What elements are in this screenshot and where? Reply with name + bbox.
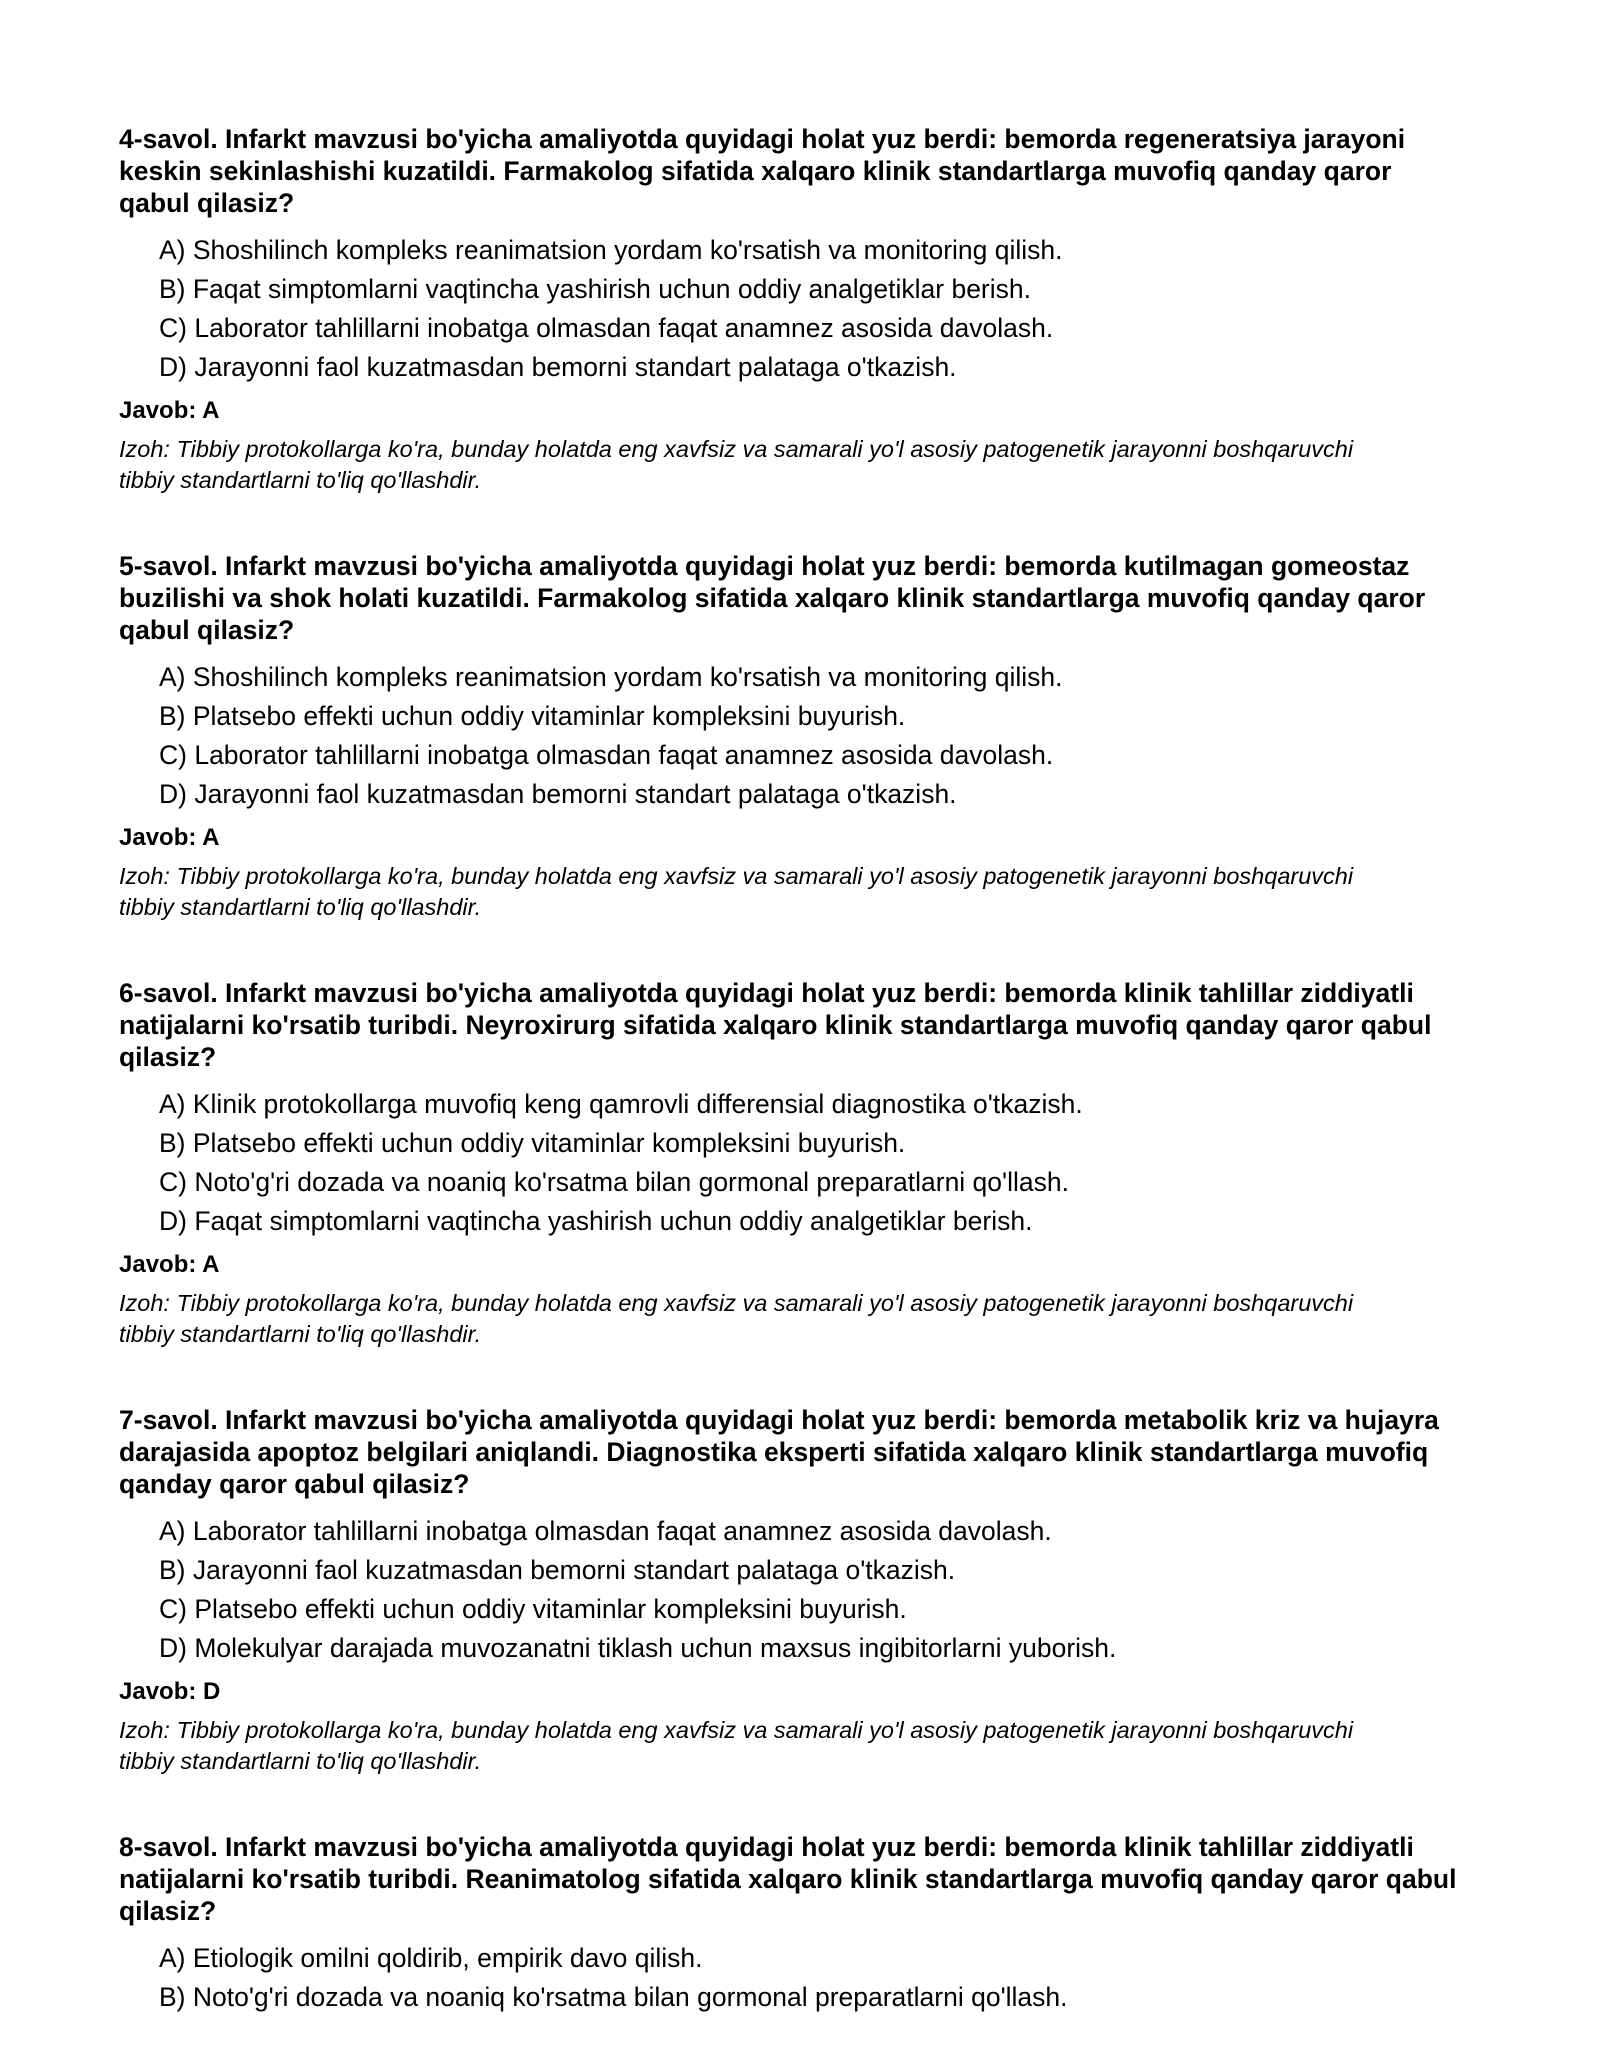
option-c: C) Laborator tahlillarni inobatga olmasdan faqat anamnez asosida davolash. <box>159 740 1054 770</box>
question-5 <box>119 550 1459 923</box>
question-7 <box>119 1404 1459 1777</box>
question-text: 5-savol. Infarkt mavzusi bo'yicha amaliyotda quyidagi holat yuz berdi: bemorda kutilmagan gomeostaz buzilishi va shok holati kuzatildi. Farmakolog sifatida xalqaro klinik standartlarga muvofiq qanday qaror qabul qilasiz? <box>119 551 1426 645</box>
option-d: D) Molekulyar darajada muvozanatni tiklash uchun maxsus ingibitorlarni yuborish. <box>159 1633 1117 1663</box>
option-d: D) Faqat simptomlarni vaqtincha yashirish uchun oddiy analgetiklar berish. <box>159 1206 1033 1236</box>
option-a: A) Klinik protokollarga muvofiq keng qamrovli differensial diagnostika o'tkazish. <box>159 1089 1083 1119</box>
option-d: D) Jarayonni faol kuzatmasdan bemorni standart palataga o'tkazish. <box>159 352 957 382</box>
answer-label: Javob: A <box>119 397 220 424</box>
explanation-text: Izoh: Tibbiy protokollarga ko'ra, bunday holatda eng xavfsiz va samarali yo'l asosiy patogenetik jarayonni boshqaruvchi tibbiy standartlarni to'liq qo'llashdir. <box>119 1290 1354 1347</box>
option-c: C) Laborator tahlillarni inobatga olmasdan faqat anamnez asosida davolash. <box>159 313 1054 343</box>
question-6 <box>119 977 1459 1350</box>
explanation-text: Izoh: Tibbiy protokollarga ko'ra, bunday holatda eng xavfsiz va samarali yo'l asosiy patogenetik jarayonni boshqaruvchi tibbiy standartlarni to'liq qo'llashdir. <box>119 863 1354 920</box>
option-a: A) Laborator tahlillarni inobatga olmasdan faqat anamnez asosida davolash. <box>159 1516 1052 1546</box>
options-list <box>159 1939 1459 2017</box>
option-b: B) Platsebo effekti uchun oddiy vitaminlar kompleksini buyurish. <box>159 701 906 731</box>
question-text: 6-savol. Infarkt mavzusi bo'yicha amaliyotda quyidagi holat yuz berdi: bemorda klinik tahlillar ziddiyatli natijalarni ko'rsatib turibdi. Neyroxirurg sifatida xalqaro klinik standartlarga muvofiq qanday qaror qabul qilasiz? <box>119 978 1432 1072</box>
explanation-text: Izoh: Tibbiy protokollarga ko'ra, bunday holatda eng xavfsiz va samarali yo'l asosiy patogenetik jarayonni boshqaruvchi tibbiy standartlarni to'liq qo'llashdir. <box>119 436 1354 493</box>
option-b: B) Noto'g'ri dozada va noaniq ko'rsatma bilan gormonal preparatlarni qo'llash. <box>159 1982 1068 2012</box>
option-b: B) Jarayonni faol kuzatmasdan bemorni standart palataga o'tkazish. <box>159 1555 956 1585</box>
answer-label: Javob: A <box>119 1251 220 1278</box>
option-a: A) Shoshilinch kompleks reanimatsion yordam ko'rsatish va monitoring qilish. <box>159 235 1063 265</box>
explanation-text: Izoh: Tibbiy protokollarga ko'ra, bunday holatda eng xavfsiz va samarali yo'l asosiy patogenetik jarayonni boshqaruvchi tibbiy standartlarni to'liq qo'llashdir. <box>119 1717 1354 1774</box>
option-d: D) Jarayonni faol kuzatmasdan bemorni standart palataga o'tkazish. <box>159 779 957 809</box>
option-c: C) Noto'g'ri dozada va noaniq ko'rsatma bilan gormonal preparatlarni qo'llash. <box>159 1167 1069 1197</box>
option-b: B) Platsebo effekti uchun oddiy vitaminlar kompleksini buyurish. <box>159 1128 906 1158</box>
answer-label: Javob: A <box>119 824 220 851</box>
options-list <box>159 231 1459 387</box>
question-text: 4-savol. Infarkt mavzusi bo'yicha amaliyotda quyidagi holat yuz berdi: bemorda regeneratsiya jarayoni keskin sekinlashishi kuzatildi. Farmakolog sifatida xalqaro klinik standartlarga muvofiq qanday qaror qabul qilasiz? <box>119 124 1406 218</box>
options-list <box>159 1512 1459 1668</box>
question-text: 8-savol. Infarkt mavzusi bo'yicha amaliyotda quyidagi holat yuz berdi: bemorda klinik tahlillar ziddiyatli natijalarni ko'rsatib turibdi. Reanimatolog sifatida xalqaro klinik standartlarga muvofiq qanday qaror qabul qilasiz? <box>119 1832 1457 1926</box>
option-b: B) Faqat simptomlarni vaqtincha yashirish uchun oddiy analgetiklar berish. <box>159 274 1031 304</box>
question-text: 7-savol. Infarkt mavzusi bo'yicha amaliyotda quyidagi holat yuz berdi: bemorda metabolik kriz va hujayra darajasida apoptoz belgilari aniqlandi. Diagnostika eksperti sifatida xalqaro klinik standartlarga muvofiq qanday qaror qabul qilasiz? <box>119 1405 1439 1499</box>
option-a: A) Shoshilinch kompleks reanimatsion yordam ko'rsatish va monitoring qilish. <box>159 662 1063 692</box>
option-c: C) Platsebo effekti uchun oddiy vitaminlar kompleksini buyurish. <box>159 1594 907 1624</box>
options-list <box>159 658 1459 814</box>
answer-label: Javob: D <box>119 1678 221 1705</box>
question-8 <box>119 1831 1459 2017</box>
option-a: A) Etiologik omilni qoldirib, empirik davo qilish. <box>159 1943 703 1973</box>
options-list <box>159 1085 1459 1241</box>
question-4 <box>119 123 1459 496</box>
document-page <box>119 123 1459 2071</box>
